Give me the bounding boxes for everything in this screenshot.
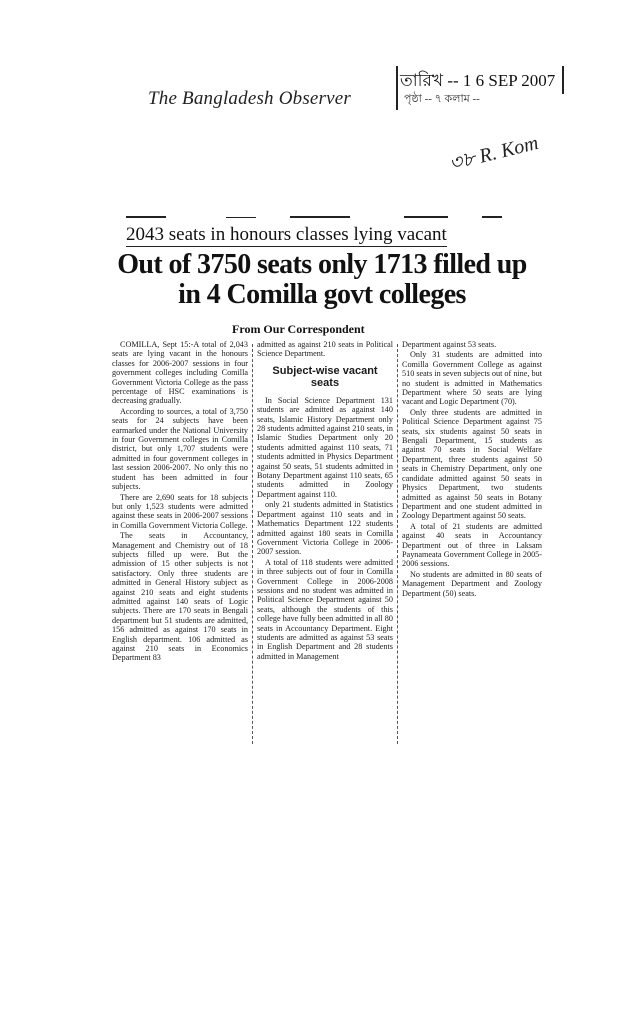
article-column-3	[402, 340, 542, 599]
date-stamp	[396, 66, 564, 110]
paragraph: No students are admitted in 80 seats of Management Department and Zoology Department (50) seats.	[402, 569, 542, 598]
paragraph: Only three students are admitted in Political Science Department against 75 seats, six students against 50 seats in Bengali Department, 15 students as against 70 seats in Social Welfare Department, three students against 50 seats in Chemistry Department, only one candidate admitted against 50 seats in Physics Department, two students admitted as against 50 seats in Botany Department and one student admitted in Zoology Department against 50 seats.	[402, 407, 542, 521]
top-rule-2	[226, 217, 256, 218]
stamp-border-right	[562, 66, 564, 94]
article-column-1	[112, 340, 248, 664]
paragraph: A total of 21 students are admitted against 40 seats in Accountancy Department out of three in Laksam Paynameata Government College in 2005-2006 sessions.	[402, 521, 542, 569]
article-byline: From Our Correspondent	[232, 322, 365, 336]
top-rule-1	[126, 216, 166, 218]
stamp-date: তারিখ -- 1 6 SEP 2007	[400, 71, 556, 90]
article-column-2	[257, 340, 393, 662]
top-rule-3	[290, 216, 350, 218]
paragraph: admitted as against 210 seats in Political Science Department.	[257, 340, 393, 359]
article-subhead: Subject-wise vacant seats	[272, 364, 378, 389]
paragraph: Department against 53 seats.	[402, 340, 497, 349]
column-divider-2	[397, 344, 398, 744]
newspaper-masthead: The Bangladesh Observer	[148, 88, 352, 109]
paragraph: A total of 118 students were admitted in three subjects out of four in Comilla Government College in 2006-2008 sessions and no student was admitted in Political Science Department against 50 seats, although the students of this college have fully been admitted in all 80 seats in Accountancy Department. Eight students are admitted as against 53 seats in English Department and 28 students admitted in Management	[257, 557, 393, 661]
top-rule-5	[482, 216, 502, 218]
paragraph: There are 2,690 seats for 18 subjects but only 1,523 students were admitted against these seats in 2006-2007 sessions in Comilla Government Victoria College.	[112, 492, 248, 530]
paragraph: Only 31 students are admitted into Comilla Government College as against 510 seats in seven subjects out of nine, but no student is admitted in Mathematics Department where 50 seats are lying vacant and Logic Department (70).	[402, 350, 542, 407]
paragraph: In Social Science Department 131 students are admitted as against 140 seats, Islamic History Department only 28 students admitted against 210 seats, in Islamic Studies Department only 20 students admitted against 110 seats, 71 students admitted in Physics Department against 50 seats, 51 students admitted in Botany Department against 110 seats, 65 students admitted in Zoology Department against 110.	[257, 395, 393, 499]
stamp-page: পৃষ্ঠা -- ৭ কলাম --	[404, 93, 480, 105]
top-rule-4	[404, 216, 448, 218]
article-kicker: 2043 seats in honours classes lying vacant	[126, 224, 447, 245]
paragraph: only 21 students admitted in Statistics Department against 110 seats and in Mathematics Department 122 students admitted against 180 seats in Comilla Government Victoria College in 2006-2007 session.	[257, 500, 393, 557]
column-divider-1	[252, 344, 253, 744]
article-headline: Out of 3750 seats only 1713 filled up in 4 Comilla govt colleges	[117, 249, 527, 310]
paragraph: COMILLA, Sept 15:-A total of 2,043 seats are lying vacant in the honours classes for 2006-2007 sessions in four government colleges including Comilla Government Victoria College as the pass percentage of HSC examinations is decreasing gradually.	[112, 340, 248, 406]
paragraph: According to sources, a total of 3,750 seats for 24 subjects have been earmarked under the National University in four Government colleges in Comilla district, but only 1,707 students were admitted in four government colleges in last session 2006-2007. No only this no student has been admitted in four subjects.	[112, 406, 248, 492]
paragraph: The seats in Accountancy, Management and Chemistry out of 18 subjects filled up were. But the admission of 15 other subjects is not satisfactory. Only three students are admitted in General History subject as against 210 seats and eight students admitted against 140 seats of Logic subjects. There are 170 seats in Bengali department but 51 students are admitted, 156 admitted as against 170 seats in English department. 106 admitted as against 210 seats in Economics Department 83	[112, 531, 248, 663]
stamp-border-left	[396, 66, 398, 110]
handwritten-annotation: ৩৮ R. Kom	[446, 131, 541, 176]
